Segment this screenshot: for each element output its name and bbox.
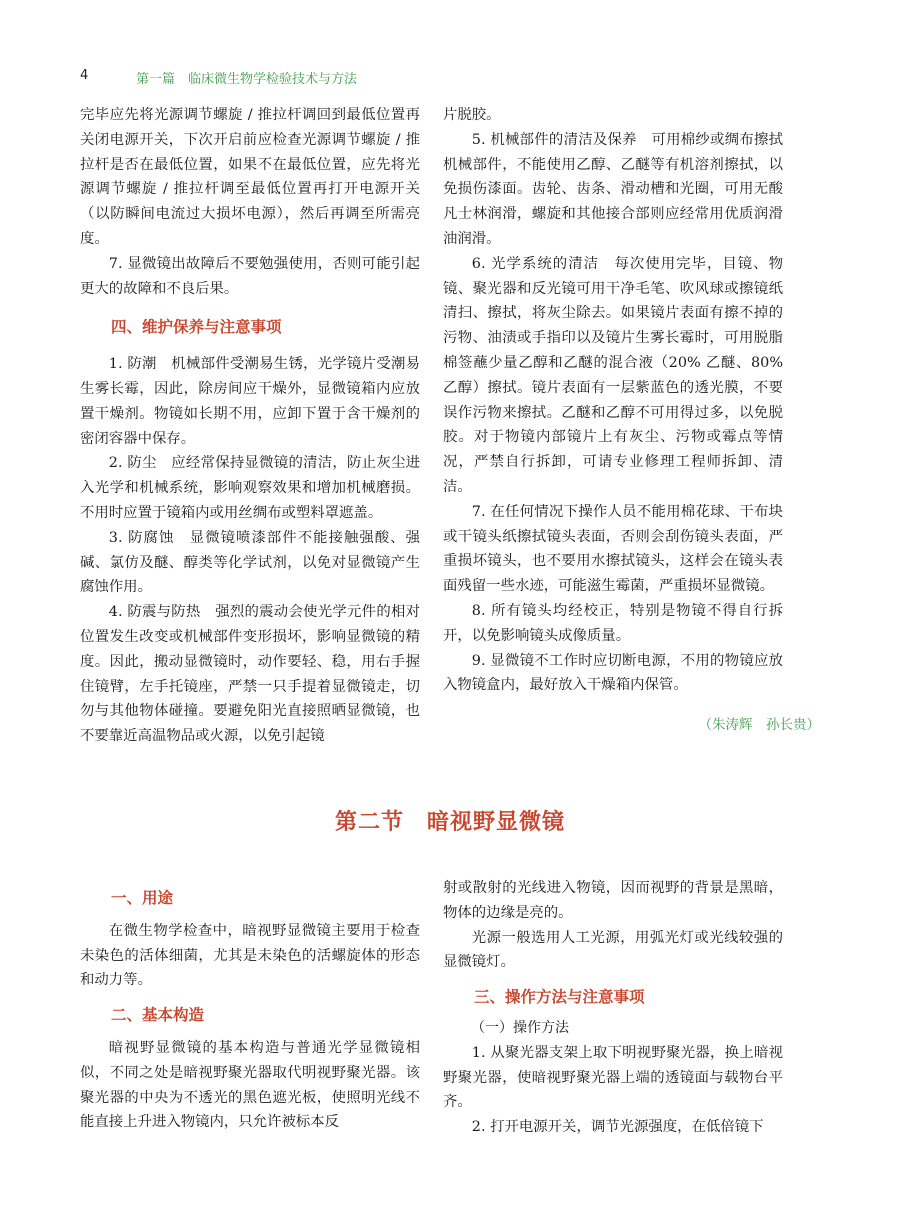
maintenance-item-1: 1. 防潮 机械部件受潮易生锈，光学镜片受潮易生雾长霉，因此，除房间应干燥外，显微镜箱内应放置干燥剂。物镜如长期不用，应卸下置于含干燥剂的密闭容器中保存。	[80, 356, 420, 447]
maintenance-item-2: 2. 防尘 应经常保持显微镜的清洁，防止灰尘进入光学和机械系统，影响观察效果和增加机械磨损。不用时应置于镜箱内或用丝绸布或塑料罩遮盖。	[80, 455, 420, 521]
maintenance-item-4: 4. 防震与防热 强烈的震动会使光学元件的相对位置发生改变或机械部件变形损坏，影响显微镜的精度。因此，搬动显微镜时，动作要轻、稳，用右手握住镜臂，左手托镜座，严禁一只手提着显微镜走，切勿与其他物体碰撞。要避免阳光直接照晒显微镜，也不要靠近高温物品或火源，以免引起镜	[80, 604, 420, 745]
left-column-bottom	[80, 876, 420, 1135]
running-title: 第一篇 临床微生物学检验技术与方法	[136, 72, 358, 87]
page-number: 4	[80, 68, 89, 83]
maintenance-item-9: 9. 显微镜不工作时应切断电源，不用的物镜应放入物镜盒内，最好放入干燥箱内保管。	[443, 652, 783, 694]
paragraph-structure: 暗视野显微镜的基本构造与普通光学显微镜相似，不同之处是暗视野聚光器取代明视野聚光器。该聚光器的中央为不透光的黑色遮光板，使照明光线不能直接上升进入物镜内，只允许被标本反	[80, 1039, 420, 1131]
maintenance-item-5: 5. 机械部件的清洁及保养 可用棉纱或绸布擦拭机械部件，不能使用乙醇、乙醚等有机溶剂擦拭，以免损伤漆面。齿轮、齿条、滑动槽和光圈，可用无酸凡士林润滑，螺旋和其他接合部则应经常用优质润滑油润滑。	[443, 131, 783, 247]
right-column-top	[443, 103, 783, 698]
authors-credit: （朱涛辉 孙长贵）	[698, 717, 820, 733]
maintenance-item-8: 8. 所有镜头均经校正，特别是物镜不得自行拆开，以免影响镜头成像质量。	[443, 602, 783, 644]
heading-use: 一、用途	[111, 889, 174, 907]
heading-maintenance: 四、维护保养与注意事项	[111, 318, 282, 337]
subheading-method: （一）操作方法	[471, 1019, 569, 1036]
step-1: 1. 从聚光器支架上取下明视野聚光器，换上暗视野聚光器，使暗视野聚光器上端的透镜面与载物台平齐。	[443, 1044, 783, 1111]
section-title: 第二节 暗视野显微镜	[334, 810, 565, 835]
step-2: 2. 打开电源开关，调节光源强度，在低倍镜下	[471, 1119, 764, 1136]
paragraph-light-source: 光源一般选用人工光源，用弧光灯或光线较强的显微镜灯。	[443, 929, 783, 971]
paragraph-continued: 完毕应先将光源调节螺旋 / 推拉杆调回到最低位置再关闭电源开关，下次开启前应检查光源调节螺旋 / 推拉杆是否在最低位置，如果不在最低位置，应先将光源调节螺旋 / 推拉杆调至最低位置再打开电源开关（以防瞬间电流过大损坏电源），然后再调至所需亮度。	[80, 107, 420, 247]
maintenance-item-3: 3. 防腐蚀 显微镜喷漆部件不能接触强酸、强碱、氯仿及醚、醇类等化学试剂，以免对显微镜产生腐蚀作用。	[80, 529, 420, 596]
maintenance-item-6: 6. 光学系统的清洁 每次使用完毕，目镜、物镜、聚光器和反光镜可用干净毛笔、吹风球或擦镜纸清扫、擦拭，将灰尘除去。如果镜片表面有擦不掉的污物、油渍或手指印以及镜片生雾长霉时，可用脱脂棉签蘸少量乙醇和乙醚的混合液（20% 乙醚、80% 乙醇）擦拭。镜片表面有一层紫蓝色的透光膜，不要误作污物来擦拭。乙醚和乙醇不可用得过多，以免脱胶。对于物镜内部镜片上有灰尘、污物或霉点等情况，严禁自行拆卸，可请专业修理工程师拆卸、清洁。	[443, 255, 783, 495]
heading-structure: 二、基本构造	[111, 1006, 205, 1025]
page-header	[80, 68, 820, 88]
paragraph-continued: 片脱胶。	[443, 107, 501, 123]
right-column-bottom	[443, 876, 783, 1140]
paragraph-continued: 射或散射的光线进入物镜，因而视野的背景是黑暗，物体的边缘是亮的。	[443, 880, 783, 921]
maintenance-item-7: 7. 在任何情况下操作人员不能用棉花球、干布块或干镜头纸擦拭镜头表面，否则会刮伤镜头表面，严重损坏镜头，也不要用水擦拭镜头，这样会在镜头表面残留一些水迹，可能滋生霉菌，严重损坏显微镜。	[443, 503, 783, 595]
left-column-top	[80, 103, 420, 749]
paragraph-use: 在微生物学检查中，暗视野显微镜主要用于检查未染色的活体细菌，尤其是未染色的活螺旋体的形态和动力等。	[80, 922, 420, 989]
heading-operation: 三、操作方法与注意事项	[474, 988, 645, 1007]
paragraph-item-7: 7. 显微镜出故障后不要勉强使用，否则可能引起更大的故障和不良后果。	[80, 255, 420, 297]
